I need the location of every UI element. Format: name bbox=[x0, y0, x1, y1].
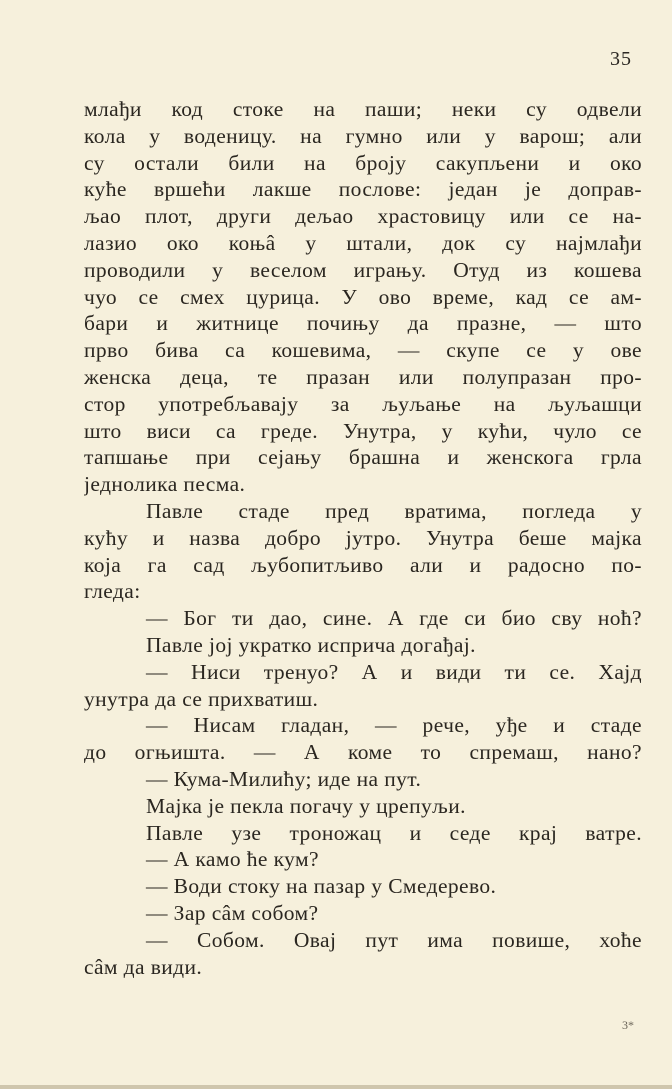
text-line: стор употребљавају за љуљање на љуљашци bbox=[84, 391, 642, 416]
text-line: љао плот, други дељао храстовицу или се на- bbox=[84, 204, 642, 229]
text-line: — А камо ће кум? bbox=[146, 847, 319, 872]
text-line: — Нисам гладан, — рече, уђе и стаде bbox=[146, 713, 642, 738]
text-line: куће вршећи лакше послове: један је доправ- bbox=[84, 177, 642, 202]
text-line: чуо се смех цурица. У ово време, кад се ам- bbox=[84, 284, 642, 309]
text-line: — Ниси тренуо? А и види ти се. Хајд bbox=[146, 659, 642, 684]
text-line: — Зар сâм собом? bbox=[146, 900, 319, 925]
text-line: сâм да види. bbox=[84, 954, 203, 979]
text-line: бари и житнице почињу да празне, — што bbox=[84, 311, 642, 336]
text-line: лазио око коњâ у штали, док су најмлађи bbox=[84, 230, 642, 255]
text-line: која га сад љубопитљиво али и радосно по- bbox=[84, 552, 642, 577]
text-line: женска деца, те празан или полупразан про- bbox=[84, 364, 642, 389]
text-line: Мајка је пекла погачу у црепуљи. bbox=[146, 793, 466, 818]
text-line: млађи код стоке на паши; неки су одвели bbox=[84, 97, 642, 121]
text-line: кола у воденицу. на гумно или у варош; али bbox=[84, 123, 642, 148]
text-line: — Собом. Овај пут има повише, хоће bbox=[146, 927, 642, 952]
text-line: — Бог ти дао, сине. А где си био сву ноћ? bbox=[146, 606, 642, 631]
text-line: унутра да се прихватиш. bbox=[84, 686, 319, 711]
text-line: до огњишта. — А коме то спремаш, нано? bbox=[84, 740, 642, 765]
text-line: што виси са греде. Унутра, у кући, чуло се bbox=[84, 418, 642, 443]
body-text bbox=[84, 96, 642, 980]
text-line: — Кума-Милићу; иде на пут. bbox=[146, 766, 422, 791]
text-line: су остали били на броју сакупљени и око bbox=[84, 150, 642, 175]
text-line: Павле јој укратко исприча догађај. bbox=[146, 632, 476, 657]
text-line: тапшање при сејању брашна и женскога грла bbox=[84, 445, 642, 470]
text-line: кућу и назва добро јутро. Унутра беше мајка bbox=[84, 525, 642, 550]
printer-signature: 3* bbox=[622, 1018, 634, 1032]
text-line: гледа: bbox=[84, 579, 141, 604]
text-line: прво бива са кошевима, — скупе се у ове bbox=[84, 338, 642, 363]
page-number: 35 bbox=[610, 48, 632, 70]
page-bottom-edge bbox=[0, 1085, 672, 1089]
text-line: проводили у веселом игрању. Отуд из кошева bbox=[84, 257, 642, 282]
text-line: — Води стоку на пазар у Смедерево. bbox=[146, 874, 497, 899]
text-line: Павле узе троножац и седе крај ватре. bbox=[146, 820, 642, 845]
text-line: Павле стаде пред вратима, погледа у bbox=[146, 498, 642, 523]
text-line: једнолика песма. bbox=[84, 472, 246, 497]
